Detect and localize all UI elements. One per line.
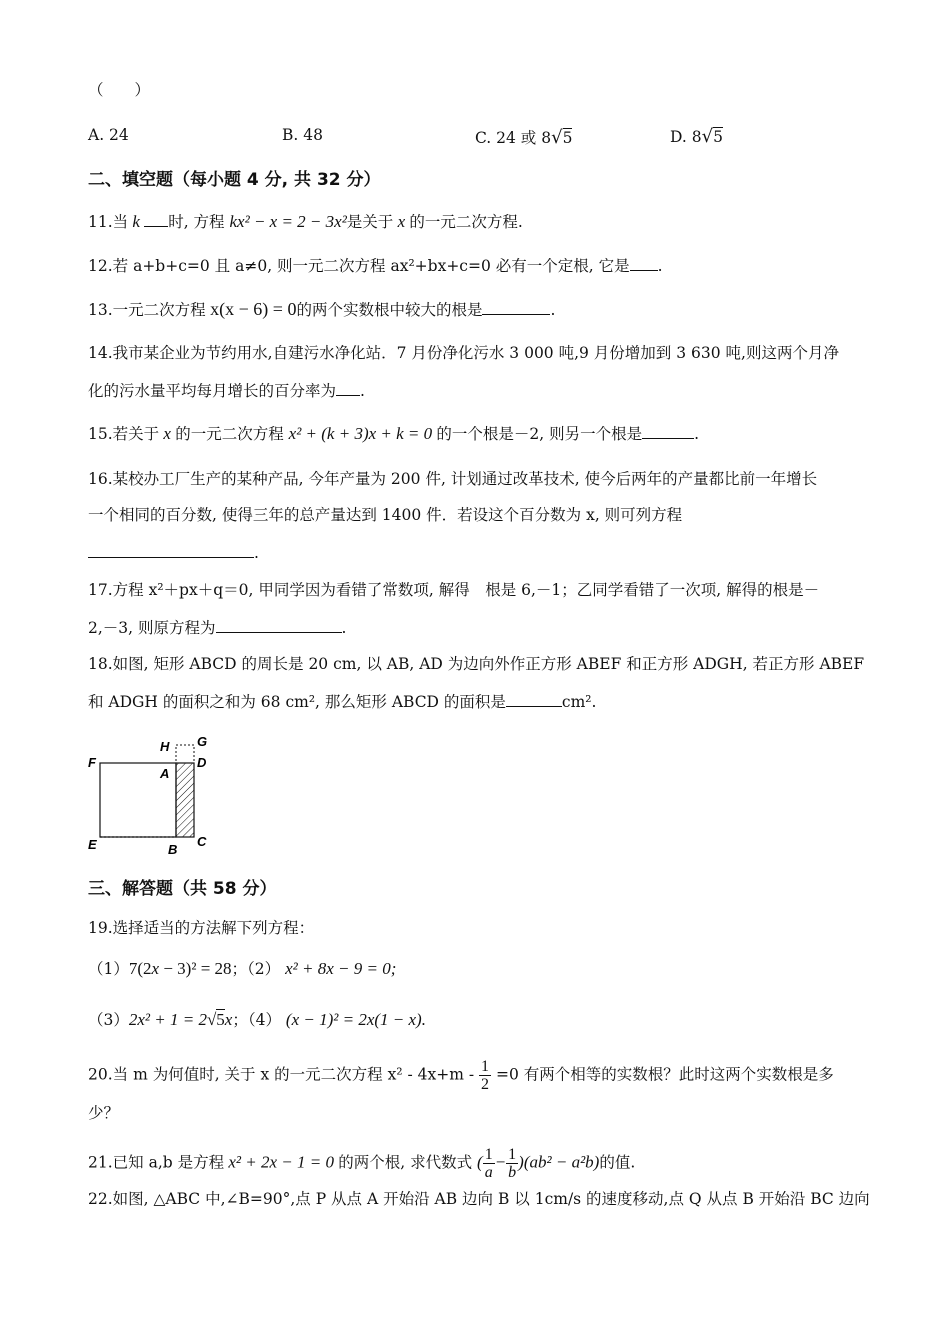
question-22: 22.如图, △ABC 中,∠B=90°,点 P 从点 A 开始沿 AB 边向 B 以 1cm/s 的速度移动,点 Q 从点 B 开始沿 BC 边向 [88,1190,870,1208]
square-adgh [176,745,194,763]
question-16-answer-blank: . [88,543,259,563]
label-b: B [168,842,178,857]
q10-option-a: A. 24 [88,126,129,144]
label-a: A [160,766,170,781]
question-17-line1: 17.方程 x²＋px＋q＝0, 甲同学因为看错了常数项, 解得 根是 6,－1；乙同学看错了一次项, 解得的根是－ [88,581,820,599]
question-20-line2: 少？ [88,1104,120,1122]
question-14-line2: 化的污水量平均每月增长的百分率为 . [88,382,365,400]
q10-option-d: D. 8√5 [670,126,723,147]
label-d: D [197,755,207,770]
label-e: E [88,837,97,852]
label-g: G [197,734,208,749]
question-12: 12.若 a+b+c=0 且 a≠0, 则一元二次方程 ax²+bx+c=0 必有一个定根, 它是 . [88,257,663,275]
question-13: 13.一元二次方程 x(x − 6) = 0的两个实数根中较大的根是 . [88,299,556,319]
rectangle-abcd [176,763,194,837]
question-15: 15.若关于 x 的一元二次方程 x² + (k + 3)x + k = 0 的一个根是－2, 则另一个根是 . [88,424,700,443]
q10-option-c: C. 24 或 8√5 [475,127,573,148]
question-16-line2: 一个相同的百分数, 使得三年的总产量达到 1400 件．若设这个百分数为 x, 则可列方程 [88,506,683,524]
label-c: C [197,834,207,849]
section3-title: 三、解答题（共 58 分） [88,879,277,899]
label-h: H [160,739,170,754]
section2-title: 二、填空题（每小题 4 分, 共 32 分） [88,170,381,190]
label-f: F [88,755,96,770]
question-14-line1: 14.我市某企业为节约用水,自建污水净化站．7 月份净化污水 3 000 吨,9 月份增加到 3 630 吨,则这两个月净 [88,344,839,362]
question-19-parts-1-2: （1）7(2x − 3)² = 28；（2） x² + 8x − 9 = 0; [88,959,397,978]
question-19: 19.选择适当的方法解下列方程： [88,919,315,937]
question-17-line2: 2,－3, 则原方程为 . [88,619,347,637]
q10-answer-paren: （ ） [88,81,151,99]
question-18-line1: 18.如图, 矩形 ABCD 的周长是 20 cm, 以 AB, AD 为边向外作正方形 ABEF 和正方形 ADGH, 若正方形 ABEF [88,655,865,673]
question-16-line1: 16.某校办工厂生产的某种产品, 今年产量为 200 件, 计划通过改革技术, 使今后两年的产量都比前一年增长 [88,470,818,488]
rectangle-squares-figure [84,730,224,860]
question-18-line2: 和 ADGH 的面积之和为 68 cm², 那么矩形 ABCD 的面积是 cm². [88,693,597,711]
question-21: 21.已知 a,b 是方程 x² + 2x − 1 = 0 的两个根, 求代数式 ( $\frac{1}{a}$ − $\frac{1}{b}$ )(ab² − a²b)的值. [88,1146,636,1181]
question-11: 11.当 k 时, 方程 kx² − x = 2 − 3x²是关于 x 的一元二次方程. [88,212,523,231]
q10-option-b: B. 48 [282,126,323,144]
question-19-parts-3-4: （3）2x² + 1 = 2√5x；（4） (x − 1)² = 2x(1 − x). [88,1010,426,1029]
question-20-line1: 20.当 m 为何值时, 关于 x 的一元二次方程 x² - 4x+m - $\frac{1}{2}$ =0 有两个相等的实数根？此时这两个实数根是多 [88,1058,834,1093]
